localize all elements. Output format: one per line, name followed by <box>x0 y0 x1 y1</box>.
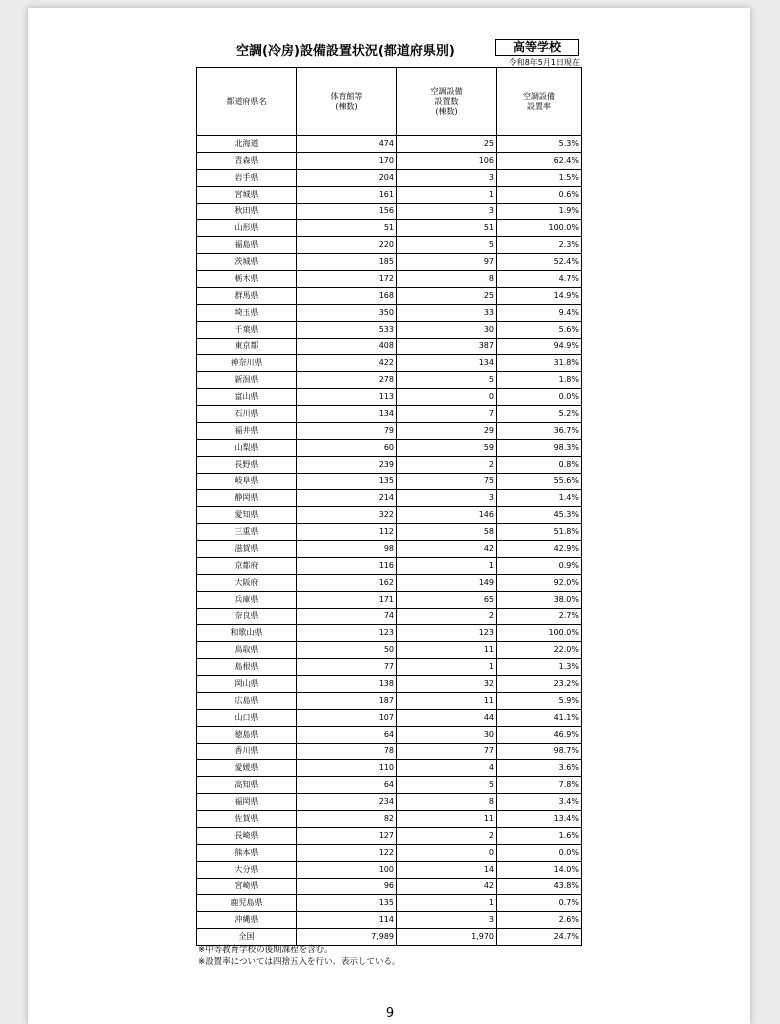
table-row <box>197 456 582 473</box>
ac-count-cell: 106 <box>397 152 497 169</box>
gyms-cell: 74 <box>297 608 397 625</box>
ac-count-cell: 75 <box>397 473 497 490</box>
ac-rate-cell: 1.3% <box>497 659 582 676</box>
table-row <box>197 676 582 693</box>
gyms-cell: 122 <box>297 844 397 861</box>
gyms-cell: 98 <box>297 541 397 558</box>
table-row <box>197 709 582 726</box>
prefecture-cell: 熊本県 <box>197 844 297 861</box>
ac-count-cell: 3 <box>397 490 497 507</box>
prefecture-cell: 群馬県 <box>197 287 297 304</box>
ac-count-cell: 146 <box>397 507 497 524</box>
prefecture-cell: 岩手県 <box>197 169 297 186</box>
ac-count-cell: 51 <box>397 220 497 237</box>
ac-count-cell: 44 <box>397 709 497 726</box>
table-row <box>197 406 582 423</box>
ac-rate-cell: 2.7% <box>497 608 582 625</box>
table-row <box>197 625 582 642</box>
ac-count-cell: 0 <box>397 844 497 861</box>
gyms-cell: 220 <box>297 237 397 254</box>
ac-rate-cell: 52.4% <box>497 254 582 271</box>
ac-rate-cell: 100.0% <box>497 625 582 642</box>
table-row <box>197 136 582 153</box>
ac-rate-cell: 13.4% <box>497 811 582 828</box>
gyms-cell: 135 <box>297 473 397 490</box>
prefecture-cell: 全国 <box>197 929 297 946</box>
ac-count-cell: 1 <box>397 895 497 912</box>
ac-rate-cell: 62.4% <box>497 152 582 169</box>
table-row <box>197 507 582 524</box>
table-row <box>197 912 582 929</box>
gyms-cell: 96 <box>297 878 397 895</box>
prefecture-cell: 山口県 <box>197 709 297 726</box>
gyms-cell: 135 <box>297 895 397 912</box>
ac-count-cell: 11 <box>397 811 497 828</box>
table-row <box>197 608 582 625</box>
note-line: ※設置率については四捨五入を行い、表示している。 <box>198 957 401 967</box>
prefecture-cell: 高知県 <box>197 777 297 794</box>
table-row <box>197 237 582 254</box>
ac-rate-cell: 92.0% <box>497 574 582 591</box>
prefecture-cell: 青森県 <box>197 152 297 169</box>
table-row <box>197 321 582 338</box>
gyms-cell: 114 <box>297 912 397 929</box>
ac-rate-cell: 31.8% <box>497 355 582 372</box>
table-row <box>197 169 582 186</box>
gyms-cell: 110 <box>297 760 397 777</box>
table-row <box>197 692 582 709</box>
ac-rate-cell: 24.7% <box>497 929 582 946</box>
prefecture-cell: 佐賀県 <box>197 811 297 828</box>
ac-rate-cell: 1.6% <box>497 827 582 844</box>
prefecture-cell: 岐阜県 <box>197 473 297 490</box>
ac-count-cell: 59 <box>397 439 497 456</box>
ac-count-cell: 7 <box>397 406 497 423</box>
table-row <box>197 389 582 406</box>
table-body <box>197 136 582 946</box>
gyms-cell: 82 <box>297 811 397 828</box>
ac-rate-cell: 1.4% <box>497 490 582 507</box>
ac-rate-cell: 5.6% <box>497 321 582 338</box>
table-row <box>197 659 582 676</box>
header-ac-count: 空調設備 設置数 (棟数) <box>397 68 497 136</box>
table-row <box>197 422 582 439</box>
gyms-cell: 79 <box>297 422 397 439</box>
ac-rate-cell: 0.0% <box>497 389 582 406</box>
ac-count-cell: 8 <box>397 794 497 811</box>
ac-count-cell: 2 <box>397 456 497 473</box>
ac-rate-cell: 5.2% <box>497 406 582 423</box>
gyms-cell: 170 <box>297 152 397 169</box>
table-header-row <box>197 68 582 136</box>
ac-count-cell: 30 <box>397 321 497 338</box>
prefecture-cell: 島根県 <box>197 659 297 676</box>
table-row <box>197 541 582 558</box>
ac-rate-cell: 43.8% <box>497 878 582 895</box>
ac-count-cell: 387 <box>397 338 497 355</box>
page-number: 9 <box>385 1006 395 1021</box>
gyms-cell: 161 <box>297 186 397 203</box>
gyms-cell: 187 <box>297 692 397 709</box>
table-row <box>197 254 582 271</box>
ac-count-cell: 42 <box>397 878 497 895</box>
ac-count-cell: 1 <box>397 659 497 676</box>
prefecture-cell: 埼玉県 <box>197 304 297 321</box>
ac-rate-cell: 0.8% <box>497 456 582 473</box>
gyms-cell: 239 <box>297 456 397 473</box>
table-row <box>197 338 582 355</box>
ac-count-cell: 123 <box>397 625 497 642</box>
gyms-cell: 533 <box>297 321 397 338</box>
ac-rate-cell: 14.0% <box>497 861 582 878</box>
ac-count-cell: 33 <box>397 304 497 321</box>
prefecture-cell: 北海道 <box>197 136 297 153</box>
prefecture-cell: 岡山県 <box>197 676 297 693</box>
gyms-cell: 51 <box>297 220 397 237</box>
prefecture-cell: 鳥取県 <box>197 642 297 659</box>
gyms-cell: 127 <box>297 827 397 844</box>
ac-rate-cell: 0.0% <box>497 844 582 861</box>
prefecture-cell: 東京都 <box>197 338 297 355</box>
prefecture-cell: 山形県 <box>197 220 297 237</box>
ac-count-cell: 4 <box>397 760 497 777</box>
gyms-cell: 138 <box>297 676 397 693</box>
ac-count-cell: 58 <box>397 524 497 541</box>
ac-count-cell: 5 <box>397 237 497 254</box>
table-row <box>197 827 582 844</box>
header-gyms: 体育館等 (棟数) <box>297 68 397 136</box>
table-row <box>197 895 582 912</box>
gyms-cell: 116 <box>297 557 397 574</box>
prefecture-cell: 千葉県 <box>197 321 297 338</box>
ac-count-cell: 1,970 <box>397 929 497 946</box>
gyms-cell: 50 <box>297 642 397 659</box>
ac-count-cell: 2 <box>397 608 497 625</box>
ac-count-cell: 5 <box>397 777 497 794</box>
ac-rate-cell: 0.7% <box>497 895 582 912</box>
ac-rate-cell: 98.7% <box>497 743 582 760</box>
prefecture-cell: 富山県 <box>197 389 297 406</box>
prefecture-cell: 兵庫県 <box>197 591 297 608</box>
ac-count-cell: 25 <box>397 287 497 304</box>
gyms-cell: 322 <box>297 507 397 524</box>
ac-rate-cell: 38.0% <box>497 591 582 608</box>
gyms-cell: 204 <box>297 169 397 186</box>
table-row <box>197 271 582 288</box>
ac-rate-cell: 45.3% <box>497 507 582 524</box>
table-row <box>197 203 582 220</box>
ac-rate-cell: 5.9% <box>497 692 582 709</box>
as-of-date: 令和8年5月1日現在 <box>508 58 580 67</box>
ac-count-cell: 14 <box>397 861 497 878</box>
ac-rate-cell: 3.4% <box>497 794 582 811</box>
table-row <box>197 743 582 760</box>
prefecture-cell: 徳島県 <box>197 726 297 743</box>
table-row <box>197 861 582 878</box>
ac-rate-cell: 46.9% <box>497 726 582 743</box>
prefecture-cell: 福島県 <box>197 237 297 254</box>
prefecture-cell: 大分県 <box>197 861 297 878</box>
gyms-cell: 234 <box>297 794 397 811</box>
ac-rate-cell: 0.9% <box>497 557 582 574</box>
gyms-cell: 185 <box>297 254 397 271</box>
ac-count-cell: 3 <box>397 912 497 929</box>
ac-count-cell: 3 <box>397 169 497 186</box>
table-row <box>197 439 582 456</box>
ac-count-cell: 1 <box>397 557 497 574</box>
table-row <box>197 186 582 203</box>
prefecture-cell: 沖縄県 <box>197 912 297 929</box>
table-row <box>197 304 582 321</box>
gyms-cell: 168 <box>297 287 397 304</box>
ac-rate-cell: 14.9% <box>497 287 582 304</box>
ac-rate-cell: 9.4% <box>497 304 582 321</box>
table-row <box>197 372 582 389</box>
gyms-cell: 100 <box>297 861 397 878</box>
table-row <box>197 726 582 743</box>
prefecture-cell: 香川県 <box>197 743 297 760</box>
ac-rate-cell: 3.6% <box>497 760 582 777</box>
ac-rate-cell: 22.0% <box>497 642 582 659</box>
prefecture-cell: 滋賀県 <box>197 541 297 558</box>
gyms-cell: 350 <box>297 304 397 321</box>
prefecture-cell: 山梨県 <box>197 439 297 456</box>
ac-rate-cell: 7.8% <box>497 777 582 794</box>
prefecture-cell: 愛知県 <box>197 507 297 524</box>
prefecture-cell: 三重県 <box>197 524 297 541</box>
table-row <box>197 844 582 861</box>
ac-count-cell: 5 <box>397 372 497 389</box>
gyms-cell: 172 <box>297 271 397 288</box>
ac-count-cell: 32 <box>397 676 497 693</box>
ac-count-cell: 8 <box>397 271 497 288</box>
gyms-cell: 112 <box>297 524 397 541</box>
table-row <box>197 557 582 574</box>
ac-rate-cell: 1.9% <box>497 203 582 220</box>
ac-rate-cell: 4.7% <box>497 271 582 288</box>
prefecture-cell: 新潟県 <box>197 372 297 389</box>
gyms-cell: 107 <box>297 709 397 726</box>
header-ac-rate: 空調設備 設置率 <box>497 68 582 136</box>
prefecture-cell: 福井県 <box>197 422 297 439</box>
table-row <box>197 152 582 169</box>
table-row <box>197 642 582 659</box>
gyms-cell: 77 <box>297 659 397 676</box>
table-row <box>197 220 582 237</box>
ac-rate-cell: 5.3% <box>497 136 582 153</box>
table-row <box>197 794 582 811</box>
ac-rate-cell: 94.9% <box>497 338 582 355</box>
ac-count-cell: 25 <box>397 136 497 153</box>
ac-count-cell: 77 <box>397 743 497 760</box>
gyms-cell: 156 <box>297 203 397 220</box>
table-row <box>197 878 582 895</box>
prefecture-cell: 鹿児島県 <box>197 895 297 912</box>
school-type-box: 高等学校 <box>495 39 579 56</box>
ac-rate-cell: 2.6% <box>497 912 582 929</box>
gyms-cell: 113 <box>297 389 397 406</box>
prefecture-cell: 宮崎県 <box>197 878 297 895</box>
prefecture-cell: 神奈川県 <box>197 355 297 372</box>
header-prefecture: 都道府県名 <box>197 68 297 136</box>
table-row <box>197 524 582 541</box>
prefecture-cell: 和歌山県 <box>197 625 297 642</box>
prefecture-cell: 長野県 <box>197 456 297 473</box>
ac-rate-cell: 98.3% <box>497 439 582 456</box>
ac-installation-table <box>196 67 582 946</box>
gyms-cell: 134 <box>297 406 397 423</box>
gyms-cell: 162 <box>297 574 397 591</box>
gyms-cell: 474 <box>297 136 397 153</box>
table-row <box>197 355 582 372</box>
table-row <box>197 777 582 794</box>
ac-count-cell: 29 <box>397 422 497 439</box>
gyms-cell: 78 <box>297 743 397 760</box>
gyms-cell: 422 <box>297 355 397 372</box>
document-title: 空調(冷房)設備設置状況(都道府県別) <box>236 44 455 59</box>
ac-count-cell: 134 <box>397 355 497 372</box>
prefecture-cell: 福岡県 <box>197 794 297 811</box>
prefecture-cell: 愛媛県 <box>197 760 297 777</box>
table-row <box>197 760 582 777</box>
gyms-cell: 64 <box>297 726 397 743</box>
gyms-cell: 60 <box>297 439 397 456</box>
ac-rate-cell: 2.3% <box>497 237 582 254</box>
ac-count-cell: 11 <box>397 692 497 709</box>
table-row <box>197 591 582 608</box>
ac-count-cell: 30 <box>397 726 497 743</box>
prefecture-cell: 茨城県 <box>197 254 297 271</box>
ac-count-cell: 149 <box>397 574 497 591</box>
prefecture-cell: 長崎県 <box>197 827 297 844</box>
table-row <box>197 929 582 946</box>
gyms-cell: 64 <box>297 777 397 794</box>
ac-count-cell: 42 <box>397 541 497 558</box>
ac-rate-cell: 55.6% <box>497 473 582 490</box>
gyms-cell: 214 <box>297 490 397 507</box>
ac-count-cell: 3 <box>397 203 497 220</box>
gyms-cell: 123 <box>297 625 397 642</box>
prefecture-cell: 京都府 <box>197 557 297 574</box>
ac-rate-cell: 1.5% <box>497 169 582 186</box>
ac-count-cell: 11 <box>397 642 497 659</box>
ac-rate-cell: 1.8% <box>497 372 582 389</box>
prefecture-cell: 静岡県 <box>197 490 297 507</box>
gyms-cell: 278 <box>297 372 397 389</box>
ac-count-cell: 97 <box>397 254 497 271</box>
prefecture-cell: 奈良県 <box>197 608 297 625</box>
ac-rate-cell: 51.8% <box>497 524 582 541</box>
gyms-cell: 408 <box>297 338 397 355</box>
ac-rate-cell: 0.6% <box>497 186 582 203</box>
gyms-cell: 7,989 <box>297 929 397 946</box>
ac-count-cell: 1 <box>397 186 497 203</box>
notes <box>198 944 400 968</box>
table-row <box>197 287 582 304</box>
gyms-cell: 171 <box>297 591 397 608</box>
ac-rate-cell: 36.7% <box>497 422 582 439</box>
note-line: ※中等教育学校の後期課程を含む。 <box>198 945 333 955</box>
ac-count-cell: 0 <box>397 389 497 406</box>
ac-rate-cell: 42.9% <box>497 541 582 558</box>
ac-rate-cell: 100.0% <box>497 220 582 237</box>
prefecture-cell: 秋田県 <box>197 203 297 220</box>
prefecture-cell: 石川県 <box>197 406 297 423</box>
prefecture-cell: 宮城県 <box>197 186 297 203</box>
prefecture-cell: 栃木県 <box>197 271 297 288</box>
table-row <box>197 473 582 490</box>
ac-count-cell: 2 <box>397 827 497 844</box>
prefecture-cell: 広島県 <box>197 692 297 709</box>
ac-rate-cell: 23.2% <box>497 676 582 693</box>
prefecture-cell: 大阪府 <box>197 574 297 591</box>
table-row <box>197 811 582 828</box>
table-row <box>197 574 582 591</box>
table-row <box>197 490 582 507</box>
ac-count-cell: 65 <box>397 591 497 608</box>
ac-rate-cell: 41.1% <box>497 709 582 726</box>
